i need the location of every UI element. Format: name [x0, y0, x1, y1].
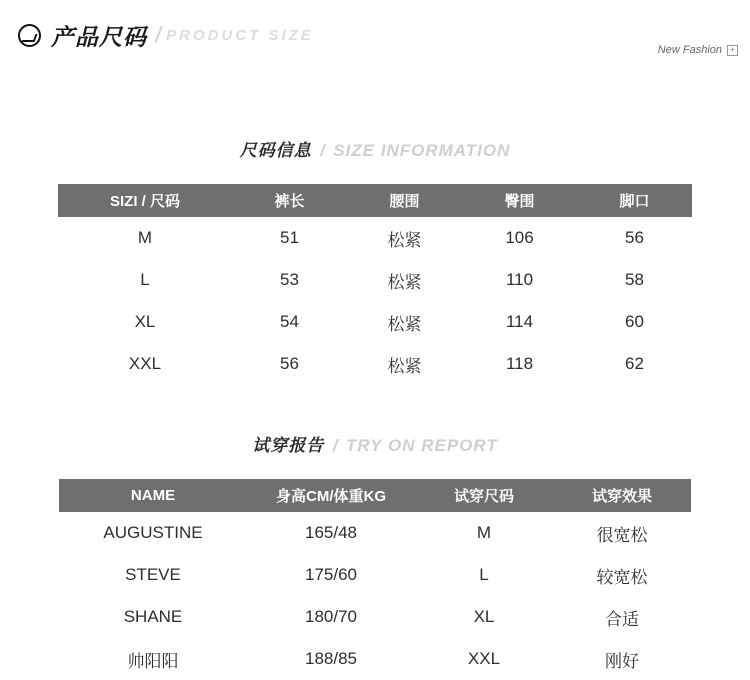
table-row: [58, 259, 692, 301]
size-table-col-hip: 臀围: [462, 184, 577, 217]
try-table-head: [59, 479, 691, 512]
cell-length: 51: [232, 217, 347, 259]
try-table-body: [59, 512, 691, 680]
table-row: [59, 638, 691, 680]
try-section-title: [0, 437, 750, 455]
cell-effect: 合适: [553, 596, 691, 638]
cell-waist: 松紧: [347, 217, 462, 259]
size-table-col-waist: 腰围: [347, 184, 462, 217]
cell-name: SHANE: [59, 596, 247, 638]
cell-size: L: [415, 554, 553, 596]
cell-size: M: [58, 217, 232, 259]
cell-cuff: 60: [577, 301, 692, 343]
header-slash: /: [155, 22, 162, 47]
page-title: 产品尺码: [51, 24, 147, 50]
cell-hip: 118: [462, 343, 577, 385]
size-table-body: [58, 217, 692, 385]
size-table-head: [58, 184, 692, 217]
cell-length: 53: [232, 259, 347, 301]
size-section-title-en: SIZE INFORMATION: [333, 141, 511, 160]
size-table-col-size: SIZI / 尺码: [58, 184, 232, 217]
try-on-report-table: [59, 479, 691, 680]
cell-hip: 106: [462, 217, 577, 259]
cell-name: 帅阳阳: [59, 638, 247, 680]
cell-size: XL: [58, 301, 232, 343]
cell-waist: 松紧: [347, 259, 462, 301]
cell-size: M: [415, 512, 553, 554]
cell-length: 54: [232, 301, 347, 343]
cell-hip: 110: [462, 259, 577, 301]
cell-height-weight: 180/70: [247, 596, 415, 638]
size-table-col-length: 裤长: [232, 184, 347, 217]
cell-name: STEVE: [59, 554, 247, 596]
page-header: [0, 0, 750, 62]
try-table-col-effect: 试穿效果: [553, 479, 691, 512]
cell-waist: 松紧: [347, 301, 462, 343]
size-section-slash: /: [320, 141, 325, 160]
cell-waist: 松紧: [347, 343, 462, 385]
try-section-slash: /: [332, 436, 338, 455]
cell-cuff: 58: [577, 259, 692, 301]
cell-effect: 很宽松: [553, 512, 691, 554]
cell-size: XXL: [58, 343, 232, 385]
size-table-header-row: [58, 184, 692, 217]
cell-cuff: 62: [577, 343, 692, 385]
cell-height-weight: 175/60: [247, 554, 415, 596]
table-row: [58, 343, 692, 385]
cell-length: 56: [232, 343, 347, 385]
header-title-group: [10, 0, 740, 58]
cell-height-weight: 188/85: [247, 638, 415, 680]
try-table-header-row: [59, 479, 691, 512]
table-row: [59, 596, 691, 638]
header-badge: [658, 44, 738, 56]
header-badge-label: New Fashion: [657, 44, 722, 56]
size-table-col-cuff: 脚口: [577, 184, 692, 217]
cell-cuff: 56: [577, 217, 692, 259]
try-table-col-name: NAME: [59, 479, 247, 512]
cell-name: AUGUSTINE: [59, 512, 247, 554]
size-section-title-cn: 尺码信息: [239, 141, 312, 160]
table-row: [59, 512, 691, 554]
cell-effect: 刚好: [553, 638, 691, 680]
try-table-col-height-weight: 身高CM/体重KG: [247, 479, 415, 512]
cell-hip: 114: [462, 301, 577, 343]
circle-check-icon: [18, 24, 41, 47]
table-row: [58, 217, 692, 259]
try-section-title-en: TRY ON REPORT: [345, 436, 498, 455]
page-title-en: PRODUCT SIZE: [166, 26, 314, 44]
cell-height-weight: 165/48: [247, 512, 415, 554]
try-table-col-size: 试穿尺码: [415, 479, 553, 512]
size-table: [58, 184, 692, 385]
cell-effect: 较宽松: [553, 554, 691, 596]
cell-size: XL: [415, 596, 553, 638]
table-row: [59, 554, 691, 596]
table-row: [58, 301, 692, 343]
plus-icon: +: [727, 45, 738, 56]
try-section-title-cn: 试穿报告: [252, 436, 325, 455]
cell-size: XXL: [415, 638, 553, 680]
cell-size: L: [58, 259, 232, 301]
size-section-title: [0, 142, 750, 160]
